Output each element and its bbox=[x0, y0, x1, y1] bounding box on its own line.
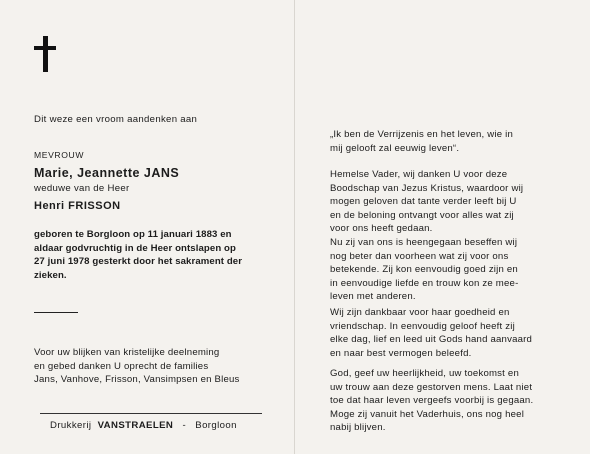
birth-line: geboren te Borgloon op 11 januari 1883 en bbox=[34, 229, 232, 240]
title-text: MEVROUW bbox=[34, 150, 85, 160]
prayer-paragraph bbox=[330, 306, 570, 360]
text-line: nabij blijven. bbox=[330, 422, 386, 433]
text-line: Hemelse Vader, wij danken U voor deze bbox=[330, 169, 508, 180]
quote-paragraph bbox=[330, 128, 570, 155]
text-line: Wij zijn dankbaar voor haar goedheid en bbox=[330, 307, 510, 318]
intro-text: Dit weze een vroom aandenken aan bbox=[34, 114, 198, 125]
printer-credit bbox=[50, 420, 237, 431]
prayer-paragraph bbox=[330, 236, 570, 304]
text-line: nog beter dan voorheen wat zij voor ons bbox=[330, 250, 509, 262]
widow-of-text: weduwe van de Heer bbox=[34, 183, 130, 194]
cross-icon bbox=[34, 36, 56, 72]
text-line: Nu zij van ons is heengegaan beseffen wij bbox=[330, 237, 518, 248]
text-line: „Ik ben de Verrijzenis en het leven, wie in bbox=[330, 129, 513, 140]
thanks-line: Jans, Vanhove, Frisson, Vansimpsen en Bleus bbox=[34, 374, 240, 385]
text-line: Moge zij vanuit het Vaderhuis, ons nog heel bbox=[330, 408, 525, 420]
text-line: Boodschap van Jezus Kristus, waardoor wij bbox=[330, 182, 524, 194]
husband-name: Henri FRISSON bbox=[34, 200, 121, 212]
birth-line: zieken. bbox=[34, 269, 67, 281]
text-line: uw trouw aan deze gestorven mens. Laat niet bbox=[330, 381, 533, 393]
text-line: leven met anderen. bbox=[330, 291, 416, 302]
text-line: vriendschap. In eenvoudig geloof heeft zij bbox=[330, 320, 515, 332]
printer-name: VANSTRAELEN bbox=[97, 420, 174, 431]
text-line: toe dat haar leven vergeefs voorbij is gegaan. bbox=[330, 395, 534, 406]
text-line: in eenvoudige liefde en trouw kon ze mee- bbox=[330, 277, 519, 289]
printer-prefix: Drukkerij bbox=[50, 420, 92, 431]
text-line: voor ons heeft gedaan. bbox=[330, 223, 433, 234]
deceased-name: Marie, Jeannette JANS bbox=[34, 166, 180, 180]
prayer-paragraph bbox=[330, 168, 570, 236]
text-line: betekende. Zij kon eenvoudig goed zijn en bbox=[330, 264, 518, 275]
birth-line: aldaar godvruchtig in de Heer ontslapen op bbox=[34, 242, 236, 254]
printer-divider bbox=[40, 413, 262, 414]
text-line: God, geef uw heerlijkheid, uw toekomst en bbox=[330, 368, 519, 379]
birth-line: 27 juni 1978 gesterkt door het sakrament der bbox=[34, 256, 243, 267]
text-line: elke dag, lief en leed uit Gods hand aanvaard bbox=[330, 334, 533, 345]
text-line: mij gelooft zal eeuwig leven“. bbox=[330, 142, 460, 154]
thanks-paragraph bbox=[34, 346, 274, 387]
prayer-paragraph bbox=[330, 367, 570, 435]
short-divider bbox=[34, 312, 78, 313]
thanks-line: Voor uw blijken van kristelijke deelneming bbox=[34, 347, 220, 358]
fold-line bbox=[294, 0, 295, 454]
text-line: mogen geloven dat tante verder leeft bij U bbox=[330, 196, 517, 207]
text-line: en de beloning ontvangt voor alles wat zij bbox=[330, 209, 514, 221]
printer-place: Borgloon bbox=[195, 420, 237, 431]
thanks-line: en gebed danken U oprecht de families bbox=[34, 360, 209, 372]
printer-separator: - bbox=[182, 420, 187, 431]
text-line: en naar best vermogen beleefd. bbox=[330, 347, 472, 359]
birth-death-paragraph bbox=[34, 228, 274, 282]
